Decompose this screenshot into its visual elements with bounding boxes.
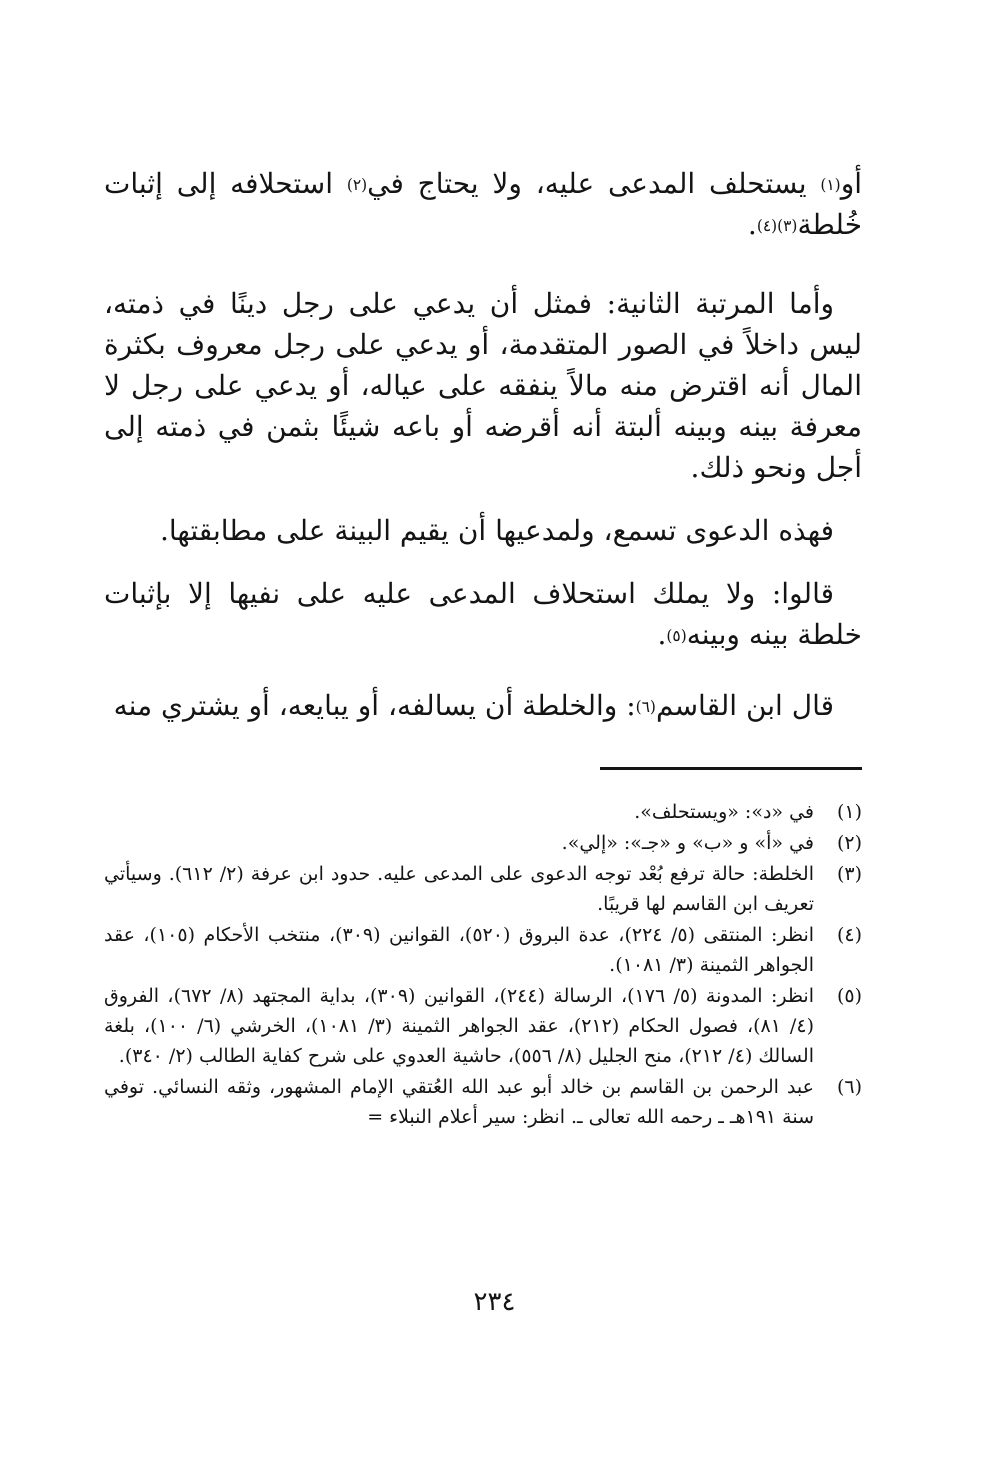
paragraph-1	[104, 163, 862, 245]
footnote-6	[104, 1072, 862, 1132]
footnote-text: الخلطة: حالة ترفع بُعْد توجه الدعوى على المدعى عليه. حدود ابن عرفة (٢/ ٦١٢). وسيأتي تعريف ابن القاسم لها قريبًا.	[104, 863, 814, 915]
text-run: قالوا: ولا يملك استحلاف المدعى عليه على نفيها إلا بإثبات خلطة بينه وبينه	[104, 577, 862, 651]
footnote-ref-6[interactable]: (٦)	[635, 697, 656, 716]
paragraph-5	[104, 685, 862, 726]
footnote-3	[104, 859, 862, 919]
text-run: قال ابن القاسم	[655, 689, 834, 722]
paragraph-3: فهذه الدعوى تسمع، ولمدعيها أن يقيم البينة على مطابقتها.	[160, 514, 834, 547]
footnote-number: (٦)	[836, 1076, 862, 1098]
footnote-number: (٥)	[836, 985, 862, 1007]
text-run: يستحلف المدعى عليه، ولا يحتاج في	[367, 167, 821, 200]
footnote-ref-3-4[interactable]: (٣)(٤)	[756, 216, 798, 235]
footnote-text: في «أ» و «ب» و «جـ»: «إلي».	[561, 832, 814, 854]
footnote-ref-2[interactable]: (٢)	[346, 175, 368, 194]
footnote-number: (١)	[836, 801, 862, 823]
footnote-ref-5[interactable]: (٥)	[666, 626, 687, 645]
text-run: أو	[840, 167, 862, 200]
paragraph-4	[104, 573, 862, 655]
footnote-number: (٣)	[836, 863, 862, 885]
footnote-text: انظر: المدونة (٥/ ١٧٦)، الرسالة (٢٤٤)، القوانين (٣٠٩)، بداية المجتهد (٨/ ٦٧٢)، الفروق (٤/ ٨١)، فصول الحكام (٢١٢)، عقد الجواهر الثمينة (٣/ ١٠٨١)، الخرشي (٦/ ١٠٠)، بلغة السالك (٤/ ٢١٢)، منح الجليل (٨/ ٥٥٦)، حاشية العدوي على شرح كفاية الطالب (٢/ ٣٤٠).	[104, 985, 814, 1067]
page-number: ٢٣٤	[473, 1287, 516, 1317]
text-run: .	[747, 208, 757, 241]
footnote-ref-1[interactable]: (١)	[820, 175, 841, 194]
main-text	[104, 163, 862, 726]
footnote-text: انظر: المنتقى (٥/ ٢٢٤)، عدة البروق (٥٢٠)، القوانين (٣٠٩)، منتخب الأحكام (١٠٥)، عقد الجواهر الثمينة (٣/ ١٠٨١).	[104, 924, 815, 976]
footnote-number: (٢)	[836, 832, 862, 854]
text-run: : والخلطة أن يسالفه، أو يبايعه، أو يشتري منه	[113, 689, 636, 722]
footnote-number: (٤)	[836, 924, 862, 946]
text-run: استحلافه إلى إثبات خُلطة	[104, 167, 862, 241]
paragraph-2: وأما المرتبة الثانية: فمثل أن يدعي على رجل دينًا في ذمته، ليس داخلاً في الصور المتقدمة، أو يدعي على رجل معروف بكثرة المال أنه اقترض منه مالاً ينفقه على عياله، أو يدعي على رجل لا معرفة بينه وبينه ألبتة أنه أقرضه أو باعه شيئًا بثمن في ذمته إلى أجل ونحو ذلك.	[104, 287, 862, 484]
footnote-2	[104, 828, 862, 858]
text-run: .	[657, 618, 667, 651]
footnote-4	[104, 920, 862, 980]
footnote-1	[104, 797, 862, 827]
footnote-text: في «د»: «ويستحلف».	[634, 801, 814, 823]
footnote-text: عبد الرحمن بن القاسم بن خالد أبو عبد الله العُتقي الإمام المشهور، وثقه النسائي. توفي سنة ١٩١هـ ـ رحمه الله تعالى ـ. انظر: سير أعلام النبلاء =	[104, 1076, 814, 1128]
footnote-separator	[600, 767, 862, 770]
footnote-5	[104, 981, 862, 1071]
footnotes	[104, 797, 862, 1133]
